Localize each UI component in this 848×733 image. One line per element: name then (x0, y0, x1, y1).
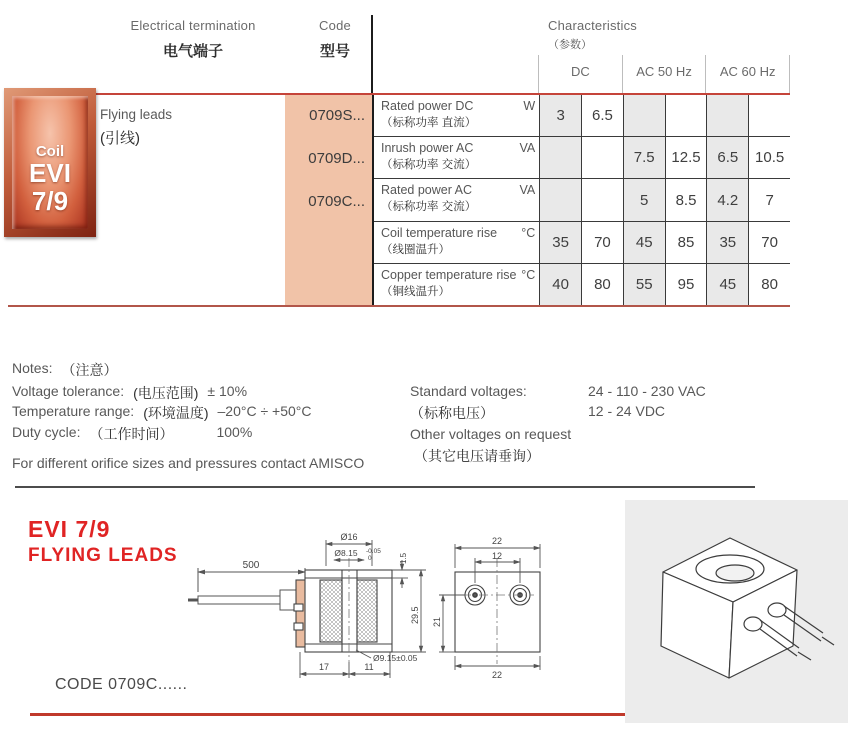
column-ac50: AC 50 Hz (622, 55, 706, 93)
row-unit: W (523, 99, 536, 113)
value-cell: 70 (581, 222, 623, 263)
technical-drawings (140, 530, 630, 708)
standard-voltages-label (410, 383, 527, 399)
section-title-line2: FLYING LEADS (28, 545, 178, 566)
value-cell: 8.5 (665, 179, 707, 220)
drawing-code-label: CODE 0709C...... (55, 676, 188, 693)
dim-body-height: 29.5 (410, 606, 420, 624)
row-label-zh: （标称功率 交流） (381, 159, 477, 172)
value-cell: 45 (706, 264, 748, 305)
dim-front-width-top: 22 (491, 536, 503, 546)
row-label-zh: （标称功率 直流） (381, 117, 477, 129)
value-cell: 12.5 (665, 137, 707, 178)
dim-width-right: 11 (364, 662, 374, 672)
header-characteristics-en: Characteristics (548, 18, 637, 33)
note-label-zh: （工作时间） (89, 426, 174, 442)
row-label: Coil temperature rise (381, 225, 498, 240)
row-label-zh: （线圈温升） (381, 243, 450, 256)
value-cell: 7.5 (623, 137, 665, 178)
note-value: 100% (216, 424, 253, 440)
termination-zh: (引线) (100, 130, 140, 147)
value-cell (623, 95, 665, 136)
value-cell: 6.5 (581, 95, 623, 136)
note-label: Duty cycle: (12, 424, 81, 440)
coil-badge-face (12, 96, 88, 229)
standard-voltages-zh (410, 403, 494, 423)
other-volt-en: Other voltages on request (410, 426, 572, 442)
dim-bore-tol-lower: 0 (368, 555, 372, 562)
standard-voltages-vac (588, 383, 706, 399)
termination-cell (100, 107, 172, 148)
other-voltages-zh (414, 446, 540, 466)
notes-title-zh: （注意） (61, 362, 118, 378)
code-0709c: 0709C... (308, 193, 365, 210)
code-0709s: 0709S... (309, 107, 365, 124)
note-footer-text: For different orifice sizes and pressures contact AMISCO (12, 455, 365, 471)
code-0709d: 0709D... (308, 150, 365, 167)
table-row (374, 178, 790, 220)
other-voltages (410, 426, 571, 442)
value-cell: 35 (539, 222, 581, 263)
section-divider-line (15, 486, 755, 488)
header-characteristics (548, 18, 637, 52)
header-code-zh: 型号 (319, 43, 350, 60)
value-cell: 85 (665, 222, 707, 263)
note-label-zh: (电压范围) (133, 385, 199, 401)
table-row (374, 95, 790, 136)
value-cell: 80 (748, 264, 790, 305)
coil-isometric-drawing (625, 500, 848, 723)
dim-flange-dia: Ø16 (340, 532, 358, 542)
note-duty-cycle (12, 424, 252, 444)
note-footer (12, 455, 364, 471)
note-label-zh: (环境温度) (143, 405, 209, 421)
header-termination-zh: 电气端子 (162, 43, 223, 60)
dim-bottom-bore-dia: Ø9.15±0.05 (373, 653, 418, 663)
header-termination-en: Electrical termination (130, 18, 256, 33)
termination-en: Flying leads (100, 107, 173, 122)
standard-voltages-vdc (588, 403, 665, 419)
other-volt-zh: （其它电压请垂询） (414, 448, 540, 464)
value-cell (665, 95, 707, 136)
column-ac60: AC 60 Hz (705, 55, 790, 93)
isometric-panel (625, 500, 848, 723)
value-cell: 70 (748, 222, 790, 263)
vdc-value: 12 - 24 VDC (588, 403, 666, 419)
row-label: Copper temperature rise (381, 267, 517, 282)
row-unit: °C (521, 225, 536, 240)
table-row (374, 263, 790, 305)
dim-bore-tol-upper: -0.05 (366, 548, 381, 555)
value-cell: 3 (539, 95, 581, 136)
header-vertical-divider (371, 15, 373, 93)
dim-hole-height: 21 (432, 616, 442, 627)
notes-title (12, 360, 117, 380)
dim-width-left: 17 (318, 662, 330, 672)
dim-lead-length: 500 (242, 560, 260, 571)
code-column (285, 95, 372, 305)
table-row (374, 221, 790, 263)
coil-badge (4, 88, 96, 237)
note-value: ± 10% (207, 383, 248, 399)
row-label: Rated power AC (381, 183, 473, 198)
value-cell (581, 179, 623, 220)
section-title-line1: EVI 7/9 (28, 516, 111, 542)
value-cell: 10.5 (748, 137, 790, 178)
std-volt-en: Standard voltages: (410, 383, 527, 399)
row-label-zh: （铜线温升） (381, 285, 450, 298)
table-row (374, 136, 790, 178)
value-cell: 45 (623, 222, 665, 263)
notes-title-en: Notes: (12, 360, 53, 376)
row-label: Rated power DC (381, 99, 474, 113)
note-value: –20°C ÷ +50°C (217, 403, 312, 419)
note-label: Temperature range: (12, 403, 135, 419)
value-cell: 35 (706, 222, 748, 263)
header-code (303, 18, 367, 61)
value-cell (581, 137, 623, 178)
header-characteristics-zh: （参数） (548, 39, 592, 51)
value-cell: 80 (581, 264, 623, 305)
note-voltage-tolerance (12, 383, 247, 403)
spec-table-body (8, 93, 790, 307)
note-label: Voltage tolerance: (12, 383, 125, 399)
badge-line-79: 7/9 (31, 185, 69, 216)
column-dc: DC (538, 55, 622, 93)
note-temperature-range (12, 403, 312, 423)
row-unit: °C (521, 267, 536, 282)
dim-hole-spacing: 12 (491, 551, 503, 561)
badge-line-coil: Coil (35, 143, 65, 161)
value-cell: 40 (539, 264, 581, 305)
value-cell: 7 (748, 179, 790, 220)
dim-lip-height: 1.5 (399, 552, 408, 564)
value-cell (539, 179, 581, 220)
characteristics-grid (374, 95, 790, 305)
value-cell: 95 (665, 264, 707, 305)
value-cell: 4.2 (706, 179, 748, 220)
value-cell: 55 (623, 264, 665, 305)
value-cell (539, 137, 581, 178)
vac-value: 24 - 110 - 230 VAC (588, 383, 706, 399)
header-subcolumns (538, 55, 790, 93)
row-unit: VA (519, 141, 536, 156)
value-cell: 6.5 (706, 137, 748, 178)
row-label-zh: （标称功率 交流） (381, 201, 477, 214)
value-cell (748, 95, 790, 136)
std-volt-zh: （标称电压） (410, 405, 494, 421)
dim-bore-dia: Ø8.15 (334, 548, 358, 558)
badge-line-evi: EVI (29, 158, 71, 189)
header-code-en: Code (319, 18, 351, 33)
row-label: Inrush power AC (381, 141, 474, 156)
value-cell (706, 95, 748, 136)
row-unit: VA (519, 183, 536, 198)
dim-front-width-bottom: 22 (491, 670, 503, 680)
value-cell: 5 (623, 179, 665, 220)
header-electrical-termination (100, 18, 286, 61)
